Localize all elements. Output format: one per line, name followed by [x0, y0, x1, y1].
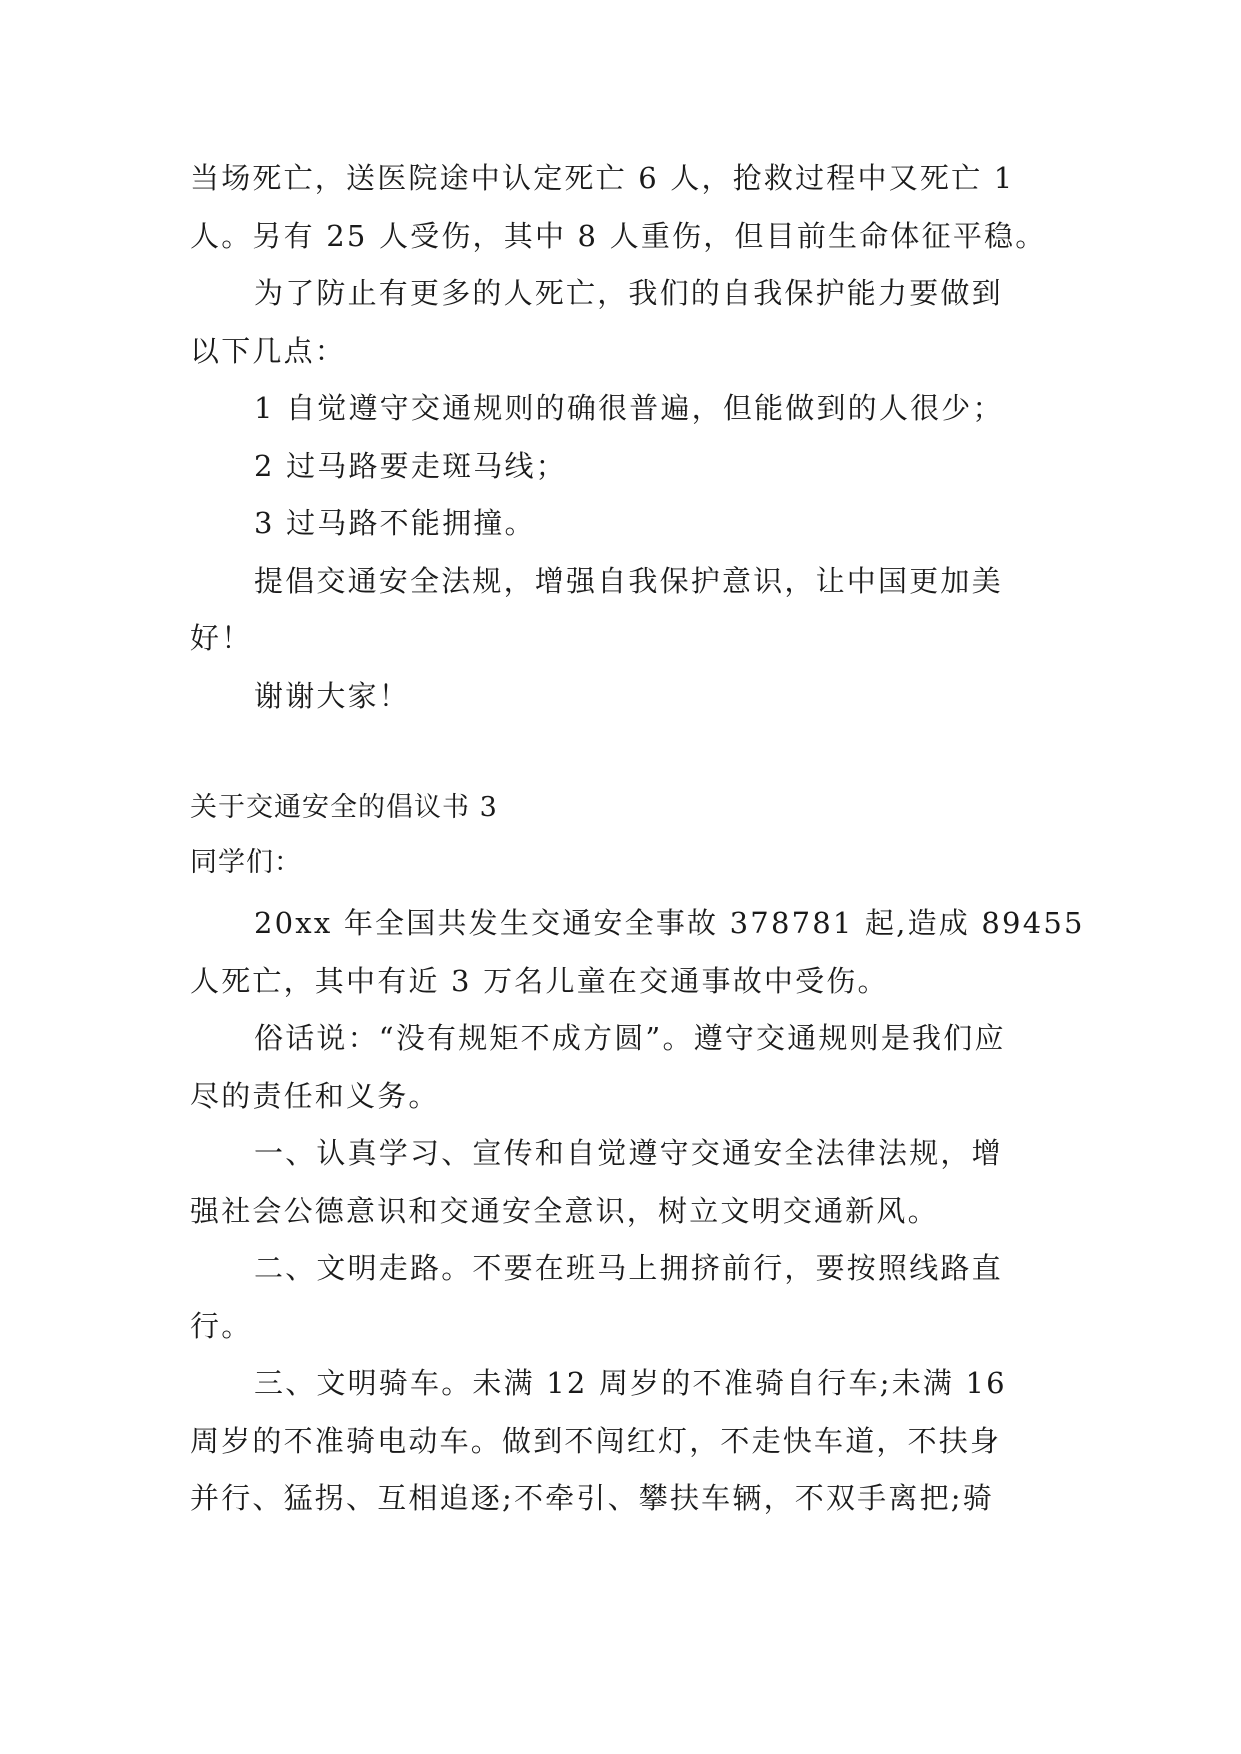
paragraph-line: 20xx 年全国共发生交通安全事故 378781 起,造成 89455: [254, 906, 1085, 940]
closing-line: 谢谢大家！: [254, 679, 411, 713]
paragraph-line: 以下几点：: [190, 334, 347, 368]
section-title: 关于交通安全的倡议书 3: [190, 792, 498, 823]
list-item: 2 过马路要走斑马线；: [254, 449, 567, 483]
paragraph-line: 强社会公德意识和交通安全意识，树立文明交通新风。: [190, 1194, 939, 1228]
paragraph-line: 周岁的不准骑电动车。做到不闯红灯，不走快车道，不扶身: [190, 1424, 1002, 1458]
paragraph-line: 并行、猛拐、互相追逐;不牵引、攀扶车辆，不双手离把;骑: [190, 1481, 994, 1515]
paragraph-line: 二、文明走路。不要在班马上拥挤前行，要按照线路直: [254, 1251, 1003, 1285]
paragraph-line: 好！: [190, 621, 253, 655]
list-item: 3 过马路不能拥撞。: [254, 506, 536, 540]
paragraph-line: 人死亡，其中有近 3 万名儿童在交通事故中受伤。: [190, 964, 889, 998]
paragraph-line: 俗话说：“没有规矩不成方圆”。遵守交通规则是我们应: [254, 1021, 1006, 1055]
paragraph-line: 人。另有 25 人受伤，其中 8 人重伤，但目前生命体征平稳。: [190, 219, 1047, 253]
greeting: 同学们：: [190, 847, 302, 878]
list-item: 1 自觉遵守交通规则的确很普遍，但能做到的人很少；: [254, 391, 1004, 425]
paragraph-line: 提倡交通安全法规，增强自我保护意识，让中国更加美: [254, 564, 1003, 598]
paragraph-line: 为了防止有更多的人死亡，我们的自我保护能力要做到: [254, 276, 1003, 310]
paragraph-line: 尽的责任和义务。: [190, 1079, 440, 1113]
paragraph-line: 三、文明骑车。未满 12 周岁的不准骑自行车;未满 16: [254, 1366, 1007, 1400]
paragraph-line: 一、认真学习、宣传和自觉遵守交通安全法律法规，增: [254, 1136, 1003, 1170]
paragraph-line: 行。: [190, 1309, 253, 1343]
paragraph-line: 当场死亡，送医院途中认定死亡 6 人，抢救过程中又死亡 1: [190, 161, 1015, 195]
